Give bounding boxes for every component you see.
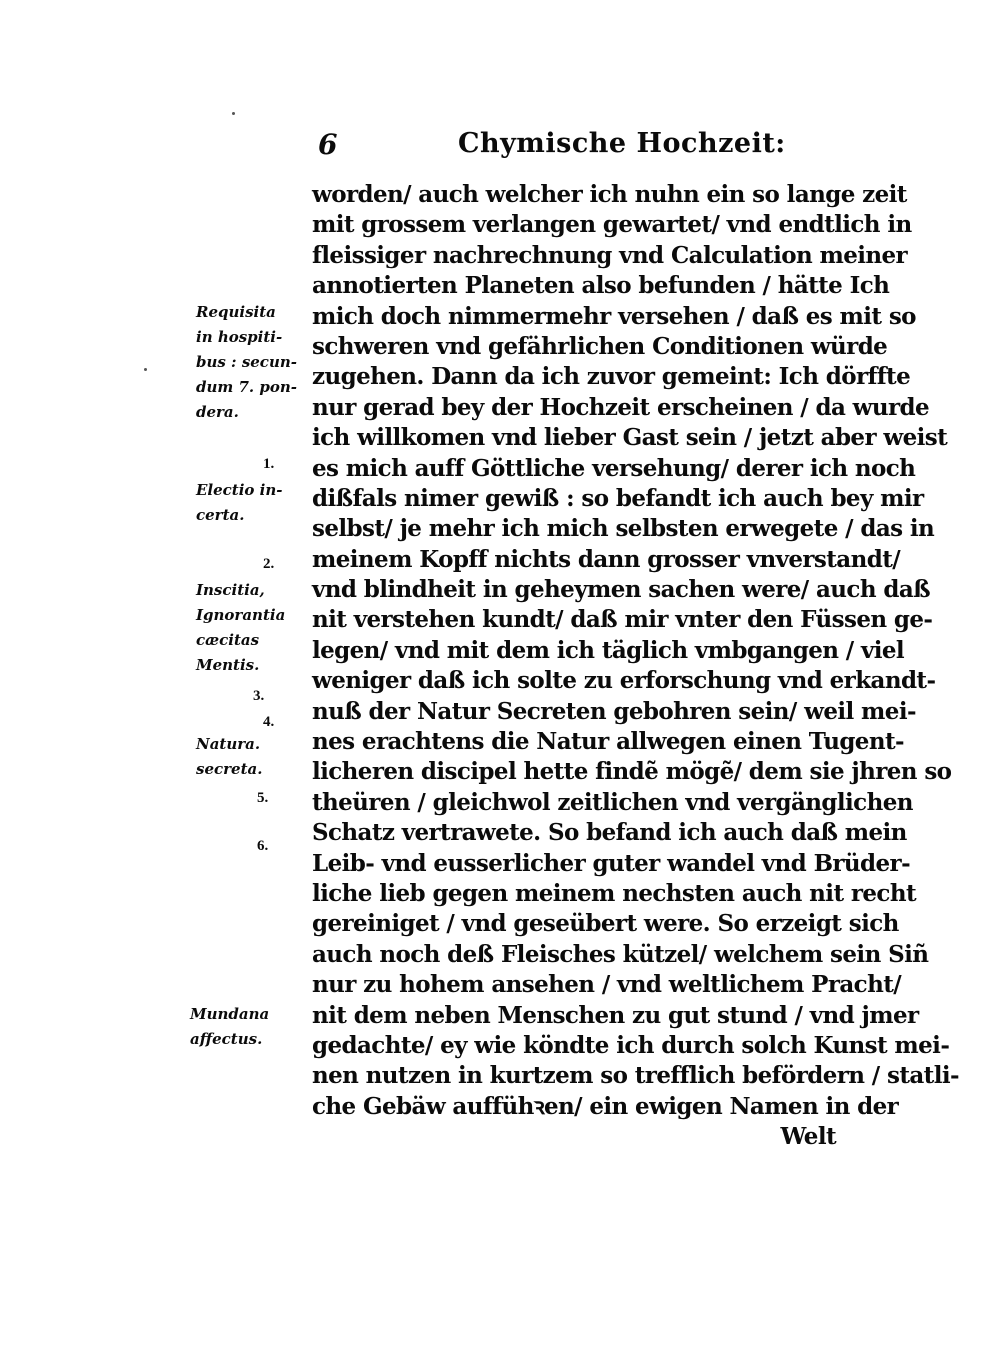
running-title: Chymische Hochzeit:	[458, 128, 786, 159]
text-line: annotierten Planeten also befunden / hätte Ich	[312, 272, 890, 300]
text-line: nen nutzen in kurtzem so trefflich befördern / statli-	[312, 1062, 959, 1090]
text-line: nit verstehen kundt/ daß mir vnter den Füssen ge-	[312, 606, 933, 634]
paper-speck	[232, 112, 235, 115]
text-line: ich willkomen vnd lieber Gast sein / jetzt aber weist	[312, 424, 948, 452]
text-line: es mich auff Göttliche versehung/ derer ich noch	[312, 454, 916, 482]
page-header	[318, 128, 838, 168]
catchword: Welt	[780, 1123, 836, 1151]
body-text	[312, 180, 959, 1153]
margin-note-mundana: Mundana affectus.	[190, 1005, 270, 1048]
text-line: legen/ vnd mit dem ich täglich vmbgangen / viel	[312, 636, 905, 664]
margin-note-requisita: Requisita in hospiti- bus : secun- dum 7. pon- dera.	[196, 303, 297, 421]
text-line: vnd blindheit in geheymen sachen were/ auch daß	[312, 576, 931, 604]
text-line: weniger daß ich solte zu erforschung vnd erkandt-	[312, 667, 936, 695]
margin-note-inscitia: Inscitia, Ignorantia cæcitas Mentis.	[196, 581, 286, 674]
margin-number: 2.	[263, 556, 275, 572]
text-line: auch noch deß Fleisches kützel/ welchem sein Siñ	[312, 940, 929, 968]
text-line: licheren discipel hette findẽ mögẽ/ dem sie jhren so	[312, 758, 952, 786]
text-line: fleissiger nachrechnung vnd Calculation meiner	[312, 241, 908, 269]
text-line: gereiniget / vnd geseübert were. So erzeigt sich	[312, 910, 899, 938]
margin-number: 6.	[257, 838, 269, 854]
text-line: mich doch nimmermehr versehen / daß es mit so	[312, 302, 916, 330]
margin-note-electio: Electio in- certa.	[196, 481, 283, 524]
text-line: worden/ auch welcher ich nuhn ein so lange zeit	[312, 181, 907, 208]
margin-number: 3.	[253, 688, 265, 704]
text-line: Leib- vnd eusserlicher guter wandel vnd Brüder-	[312, 849, 911, 877]
text-line: selbst/ je mehr ich mich selbsten erwegete / das in	[312, 515, 935, 543]
text-line: mit grossem verlangen gewartet/ vnd endtlich in	[312, 211, 912, 239]
text-line: che Gebäw auffühꝛen/ ein ewigen Namen in der	[312, 1092, 899, 1120]
paper-speck	[144, 368, 147, 371]
text-line: liche lieb gegen meinem nechsten auch nit recht	[312, 879, 916, 907]
margin-number: 1.	[263, 456, 275, 472]
page-number: 6	[318, 128, 338, 161]
text-line: schweren vnd gefährlichen Conditionen würde	[312, 332, 888, 360]
margin-number: 5.	[257, 790, 269, 806]
text-line: nur zu hohem ansehen / vnd weltlichem Pracht/	[312, 971, 902, 999]
text-line: zugehen. Dann da ich zuvor gemeint: Ich dörffte	[312, 363, 911, 391]
text-line: theüren / gleichwol zeitlichen vnd vergänglichen	[312, 788, 913, 816]
margin-number: 4.	[263, 714, 275, 730]
text-line: nit dem neben Menschen zu gut stund / vnd jmer	[312, 1001, 919, 1029]
text-line: meinem Kopff nichts dann grosser vnverstandt/	[312, 545, 901, 573]
text-line: nes erachtens die Natur allwegen einen Tugent-	[312, 728, 904, 756]
text-line: nuß der Natur Secreten gebohren sein/ weil mei-	[312, 697, 916, 725]
margin-note-natura: Natura. secreta.	[196, 735, 263, 778]
text-line: dißfals nimer gewiß : so befandt ich auch bey mir	[312, 484, 924, 512]
text-line: nur gerad bey der Hochzeit erscheinen / da wurde	[312, 393, 930, 421]
text-line: gedachte/ ey wie köndte ich durch solch Kunst mei-	[312, 1031, 950, 1059]
text-line: Schatz vertrawete. So befand ich auch daß mein	[312, 819, 907, 847]
